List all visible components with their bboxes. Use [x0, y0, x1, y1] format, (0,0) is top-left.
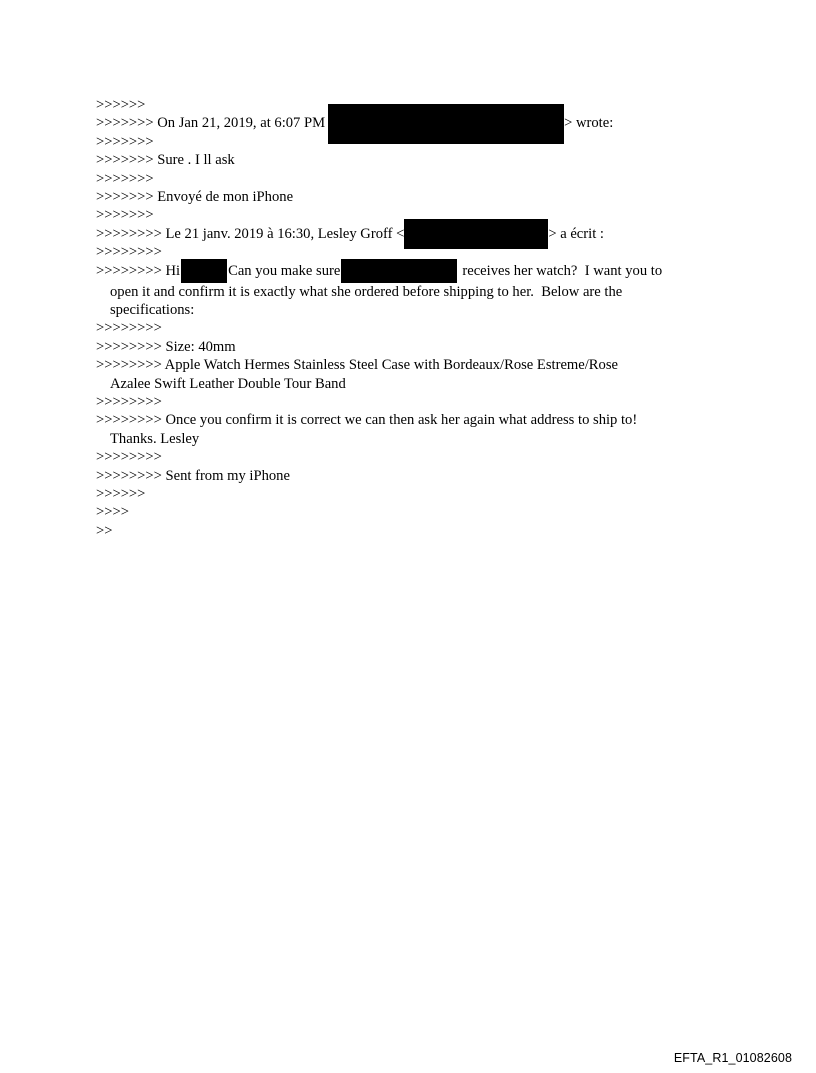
header-text: > wrote:	[564, 115, 614, 132]
message-text: receives her watch? I want you to	[462, 262, 663, 279]
quote-line: >>>>	[96, 504, 129, 521]
message-text: >>>>>>>> Once you confirm it is correct we can then ask her again what address to ship to!	[96, 412, 638, 429]
header-text: >>>>>>>> Le 21 janv. 2019 à 16:30, Lesley Groff <	[96, 225, 405, 242]
quote-line: >>>>>>>>	[96, 244, 162, 261]
quote-line: >>>>>>>>	[96, 449, 162, 466]
message-text: >>>>>>>> Apple Watch Hermes Stainless Steel Case with Bordeaux/Rose Estreme/Rose	[96, 357, 618, 374]
redaction-block	[341, 259, 457, 283]
header-text: >>>>>>> On Jan 21, 2019, at 6:07 PM	[96, 115, 326, 132]
quote-line: >>>>>>	[96, 485, 146, 502]
quote-line: >>>>>>>> Sent from my iPhone	[96, 467, 290, 484]
quote-line-message	[96, 356, 736, 393]
message-text: specifications:	[110, 301, 195, 318]
header-text: > a écrit :	[548, 225, 604, 242]
quote-line: >>>>>>	[96, 97, 146, 113]
quote-line: >>>>>>>>	[96, 393, 162, 410]
message-text: Thanks. Lesley	[110, 430, 200, 447]
quote-line-header	[96, 114, 736, 132]
quote-line: >>>>>>> Envoyé de mon iPhone	[96, 188, 294, 205]
quote-line: >>>>>>>>	[96, 320, 162, 337]
message-text: Can you make sure	[228, 262, 341, 279]
email-body	[96, 96, 736, 540]
quote-line: >>>>>>>> Size: 40mm	[96, 338, 236, 355]
quote-line: >>>>>>>	[96, 207, 154, 224]
redaction-block	[181, 259, 227, 283]
quote-line: >>>>>>>	[96, 133, 154, 150]
message-text: open it and confirm it is exactly what she ordered before shipping to her. Below are the	[110, 283, 623, 300]
quote-line-message	[96, 411, 736, 448]
document-id: EFTA_R1_01082608	[673, 1051, 792, 1065]
message-text: Azalee Swift Leather Double Tour Band	[110, 375, 346, 392]
quote-line-message	[96, 262, 736, 320]
quote-line: >>>>>>> Sure . I ll ask	[96, 152, 235, 169]
quote-line: >>	[96, 522, 113, 539]
quote-line-header	[96, 225, 736, 243]
message-text: >>>>>>>> Hi	[96, 262, 181, 279]
quote-line: >>>>>>>	[96, 170, 154, 187]
